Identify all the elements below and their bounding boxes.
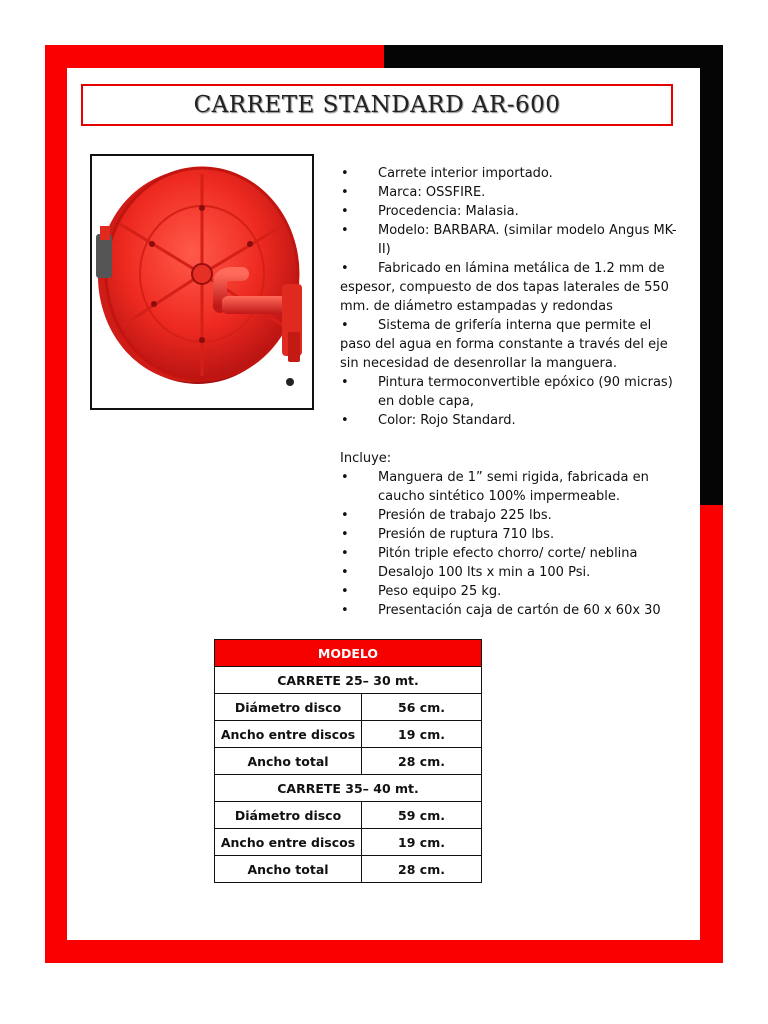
list-item: • Fabricado en lámina metálica de 1.2 mm de espesor, compuesto de dos tapas laterales de 550 mm. de diámetro estampadas y redondas (340, 261, 669, 314)
bullet-icon: • (341, 166, 349, 181)
list-item: • Carrete interior importado. (341, 166, 553, 181)
spec-label: Ancho total (215, 856, 362, 883)
table-group-row (215, 775, 482, 802)
list-item: • Pitón triple efecto chorro/ corte/ neblina (341, 546, 638, 561)
table-row (215, 856, 482, 883)
list-item: • Presión de trabajo 225 lbs. (341, 508, 552, 523)
list-item: • Color: Rojo Standard. (341, 413, 516, 428)
spec-value: 56 cm. (362, 694, 482, 721)
features-list (340, 164, 685, 620)
bullet-icon: • (341, 375, 349, 390)
bullet-icon: • (341, 204, 349, 219)
spec-value: 28 cm. (362, 856, 482, 883)
list-item: • Manguera de 1” semi rigida, fabricada en caucho sintético 100% impermeable. (341, 470, 649, 504)
list-item: • Procedencia: Malasia. (341, 204, 519, 219)
list-item: • Peso equipo 25 kg. (341, 584, 502, 599)
bullet-icon: • (341, 565, 349, 580)
bullet-icon: • (341, 318, 349, 333)
table-header: MODELO (215, 640, 482, 667)
title-box (81, 84, 673, 126)
list-item: • Desalojo 100 lts x min a 100 Psi. (341, 565, 591, 580)
model-spec-table (214, 639, 482, 883)
table-group-row (215, 667, 482, 694)
bullet-icon: • (341, 584, 349, 599)
bullet-icon: • (341, 603, 349, 618)
spec-label: Diámetro disco (215, 802, 362, 829)
table-row (215, 748, 482, 775)
list-item: • Modelo: BARBARA. (similar modelo Angus MK-II) (341, 223, 677, 257)
spec-label: Diámetro disco (215, 694, 362, 721)
spec-value: 28 cm. (362, 748, 482, 775)
bullet-icon: • (341, 508, 349, 523)
table-row (215, 721, 482, 748)
bullet-icon: • (341, 413, 349, 428)
bullet-icon: • (341, 261, 349, 276)
table-row (215, 694, 482, 721)
bullet-icon: • (341, 546, 349, 561)
spec-value: 19 cm. (362, 829, 482, 856)
group-title: CARRETE 25– 30 mt. (215, 667, 482, 694)
list-item: • Presentación caja de cartón de 60 x 60x 30 (341, 603, 661, 618)
table-row (215, 829, 482, 856)
bullet-icon: • (341, 527, 349, 542)
product-photo (90, 154, 314, 410)
list-item: • Presión de ruptura 710 lbs. (341, 527, 555, 542)
page-title: CARRETE STANDARD AR-600 (193, 92, 561, 118)
spec-label: Ancho entre discos (215, 721, 362, 748)
spec-label: Ancho entre discos (215, 829, 362, 856)
list-item: • Sistema de grifería interna que permite el paso del agua en forma constante a través del eje sin necesidad de desenrollar la manguera. (340, 318, 668, 371)
bullet-icon: • (341, 223, 349, 238)
spec-value: 19 cm. (362, 721, 482, 748)
includes-heading: Incluye: (340, 451, 392, 466)
spec-label: Ancho total (215, 748, 362, 775)
hose-reel-image (92, 156, 312, 408)
table-header-row (215, 640, 482, 667)
spec-value: 59 cm. (362, 802, 482, 829)
bullet-icon: • (341, 470, 349, 485)
group-title: CARRETE 35– 40 mt. (215, 775, 482, 802)
list-item: • Pintura termoconvertible epóxico (90 micras) en doble capa, (341, 375, 673, 409)
list-item: • Marca: OSSFIRE. (341, 185, 486, 200)
bullet-icon: • (341, 185, 349, 200)
table-row (215, 802, 482, 829)
